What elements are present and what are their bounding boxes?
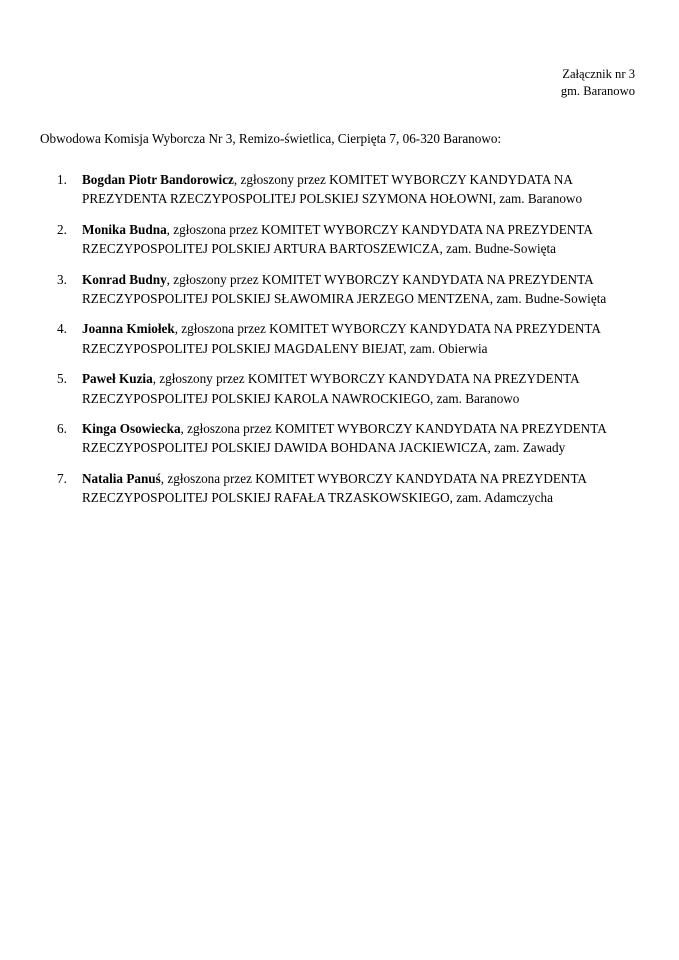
candidate-description: , zgłoszony przez KOMITET WYBORCZY KANDYDATA NA PREZYDENTA RZECZYPOSPOLITEJ POLSKIEJ KAROLA NAWROCKIEGO, zam. Baranowo	[82, 371, 579, 406]
candidate-entry	[40, 170, 635, 209]
candidate-description: , zgłoszony przez KOMITET WYBORCZY KANDYDATA NA PREZYDENTA RZECZYPOSPOLITEJ POLSKIEJ SZYMONA HOŁOWNI, zam. Baranowo	[82, 172, 583, 207]
candidate-description: , zgłoszona przez KOMITET WYBORCZY KANDYDATA NA PREZYDENTA RZECZYPOSPOLITEJ POLSKIEJ DAWIDA BOHDANA JACKIEWICZA, zam. Zawady	[82, 421, 606, 456]
candidate-description: , zgłoszona przez KOMITET WYBORCZY KANDYDATA NA PREZYDENTA RZECZYPOSPOLITEJ POLSKIEJ MAGDALENY BIEJAT, zam. Obierwia	[82, 321, 601, 356]
candidate-number: 7.	[57, 470, 67, 486]
candidate-entry	[40, 369, 635, 408]
candidate-entry	[40, 270, 635, 309]
candidate-description: , zgłoszona przez KOMITET WYBORCZY KANDYDATA NA PREZYDENTA RZECZYPOSPOLITEJ POLSKIEJ ARTURA BARTOSZEWICZA, zam. Budne-Sowięta	[82, 221, 593, 257]
candidate-name: Konrad Budny	[82, 271, 167, 287]
candidate-entry	[40, 220, 635, 259]
candidate-name: Kinga Osowiecka	[82, 421, 181, 437]
candidate-name: Monika Budna	[82, 221, 167, 237]
candidate-list	[40, 170, 635, 508]
candidate-number: 4.	[57, 321, 67, 337]
candidate-description: , zgłoszony przez KOMITET WYBORCZY KANDYDATA NA PREZYDENTA RZECZYPOSPOLITEJ POLSKIEJ SŁAWOMIRA JERZEGO MENTZENA, zam. Budne-Sowięta	[82, 271, 607, 307]
candidate-name: Natalia Panuś	[82, 470, 161, 486]
candidate-number: 6.	[57, 421, 67, 437]
candidate-number: 5.	[57, 371, 67, 387]
header-municipality: gm. Baranowo	[560, 84, 635, 98]
candidate-name: Paweł Kuzia	[82, 371, 153, 387]
commission-intro-line: Obwodowa Komisja Wyborcza Nr 3, Remizo-świetlica, Cierpięta 7, 06-320 Baranowo:	[40, 131, 502, 146]
candidate-number: 2.	[57, 221, 67, 237]
candidate-description: , zgłoszona przez KOMITET WYBORCZY KANDYDATA NA PREZYDENTA RZECZYPOSPOLITEJ POLSKIEJ RAFAŁA TRZASKOWSKIEGO, zam. Adamczycha	[82, 470, 587, 506]
candidate-name: Joanna Kmiołek	[82, 321, 175, 337]
candidate-entry	[40, 419, 635, 458]
candidate-number: 3.	[57, 271, 67, 287]
document-header	[40, 0, 635, 100]
candidate-entry	[40, 469, 635, 508]
header-attachment-number: Załącznik nr 3	[562, 67, 635, 81]
candidate-entry	[40, 319, 635, 358]
candidate-number: 1.	[57, 172, 67, 187]
candidate-name: Bogdan Piotr Bandorowicz	[82, 172, 234, 187]
